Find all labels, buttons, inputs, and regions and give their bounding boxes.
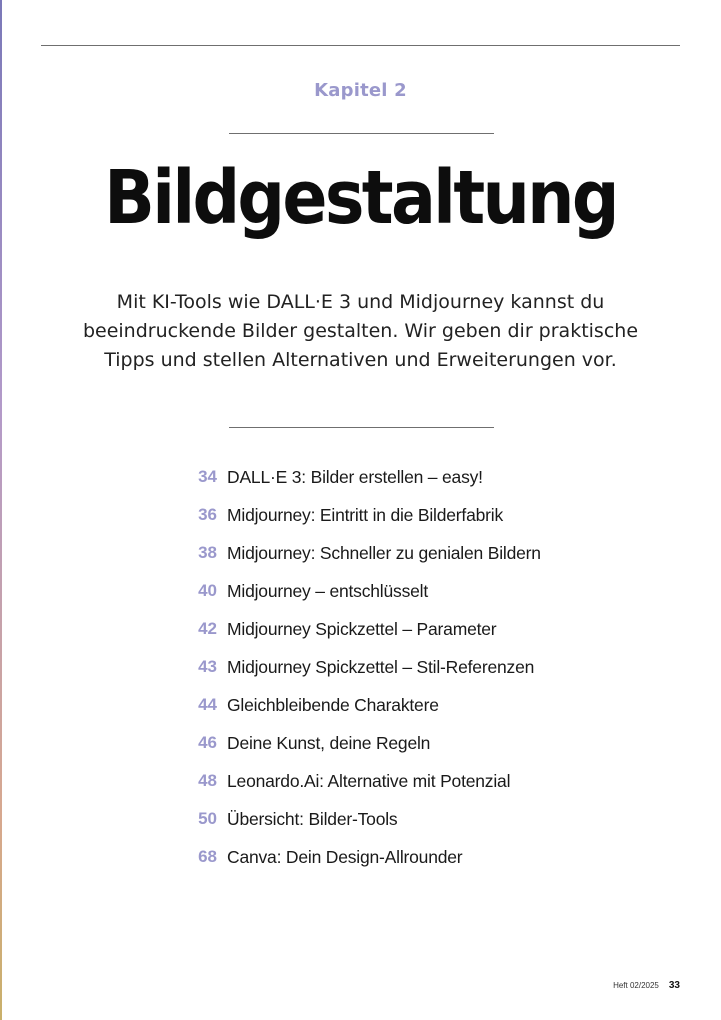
toc-entry[interactable] (190, 458, 610, 496)
toc-entry-title: Canva: Dein Design-Allrounder (227, 846, 463, 867)
page-edge-stripe (0, 0, 2, 1020)
toc-entry-title: Midjourney Spickzettel – Stil-Referenzen (227, 656, 535, 677)
toc-page-number: 34 (198, 467, 217, 486)
toc-page-number: 46 (198, 733, 217, 752)
toc-entry-title: Deine Kunst, deine Regeln (227, 732, 431, 753)
toc-entry[interactable] (190, 762, 610, 800)
toc-entry[interactable] (190, 572, 610, 610)
toc-entry[interactable] (190, 686, 610, 724)
toc-entry[interactable] (190, 724, 610, 762)
chapter-title: Bildgestaltung (104, 155, 617, 241)
toc-entry-title: DALL·E 3: Bilder erstellen – easy! (227, 466, 483, 487)
toc-page-number: 42 (198, 619, 217, 638)
toc-entry-title: Midjourney Spickzettel – Parameter (227, 618, 497, 639)
toc-entry[interactable] (190, 534, 610, 572)
toc-entry-title: Midjourney – entschlüsselt (227, 580, 429, 601)
intro-line: Tipps und stellen Alternativen und Erweiterungen vor. (104, 349, 617, 371)
title-divider-top (229, 133, 494, 134)
issue-label: Heft 02/2025 (613, 981, 659, 990)
top-divider (41, 45, 680, 46)
toc-entry-title: Midjourney: Eintritt in die Bilderfabrik (227, 504, 504, 525)
toc-entry[interactable] (190, 800, 610, 838)
toc-entry-title: Midjourney: Schneller zu genialen Bildern (227, 542, 541, 563)
toc-page-number: 43 (198, 657, 217, 676)
toc-entry-title: Leonardo.Ai: Alternative mit Potenzial (227, 770, 511, 791)
toc-page-number: 40 (198, 581, 217, 600)
chapter-intro (80, 288, 641, 375)
toc-entry[interactable] (190, 648, 610, 686)
intro-line: beeindruckende Bilder gestalten. Wir geben dir praktische (82, 320, 639, 342)
page-footer (613, 980, 680, 991)
toc-page-number: 44 (198, 695, 217, 714)
table-of-contents (190, 458, 610, 876)
toc-entry-title: Gleichbleibende Charaktere (227, 694, 439, 715)
toc-page-number: 38 (198, 543, 217, 562)
toc-page-number: 68 (198, 847, 217, 866)
toc-entry[interactable] (190, 838, 610, 876)
toc-entry[interactable] (190, 610, 610, 648)
chapter-kicker: Kapitel 2 (314, 80, 407, 101)
toc-page-number: 48 (198, 771, 217, 790)
toc-page-number: 50 (198, 809, 217, 828)
toc-page-number: 36 (198, 505, 217, 524)
toc-divider (229, 427, 494, 428)
page-number: 33 (668, 980, 680, 991)
intro-line: Mit KI-Tools wie DALL·E 3 und Midjourney kannst du (116, 291, 605, 313)
toc-entry[interactable] (190, 496, 610, 534)
toc-entry-title: Übersicht: Bilder-Tools (227, 808, 398, 829)
